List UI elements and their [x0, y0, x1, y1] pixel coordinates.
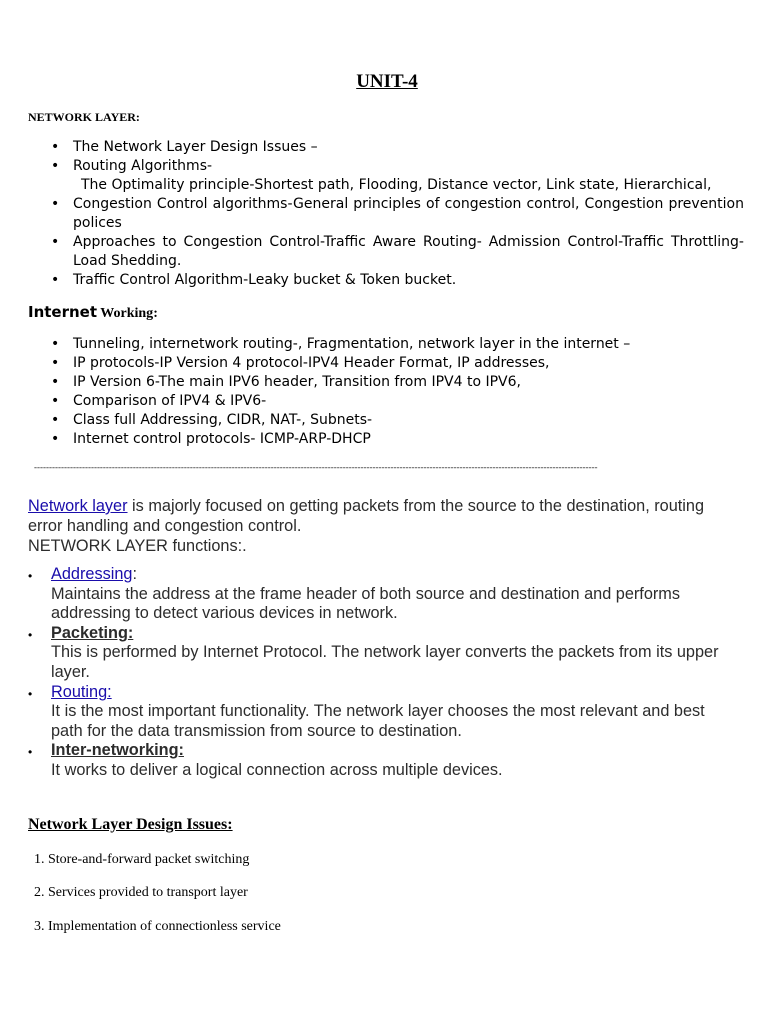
- list-item: • Congestion Control algorithms-General principles of congestion control, Congestion prevention polices: [51, 196, 744, 231]
- bullet-icon: •: [51, 355, 60, 371]
- design-issue-item: 1. Store-and-forward packet switching: [34, 852, 250, 867]
- network-layer-topic-list: [28, 138, 744, 290]
- bullet-icon: •: [28, 569, 33, 583]
- list-item: • IP protocols-IP Version 4 protocol-IPV4 Header Format, IP addresses,: [51, 355, 550, 371]
- bullet-icon: •: [51, 158, 60, 174]
- function-item-addressing: • Addressing: Maintains the address at the frame header of both source and destination and performs addressing to detect various devices in network.: [28, 565, 681, 623]
- addressing-link[interactable]: Addressing: [51, 565, 133, 583]
- dashed-divider: --------------------------------------------------------------------------------------------------------------------------------------------------------------------------------------------: [34, 462, 598, 472]
- list-item: • Comparison of IPV4 & IPV6-: [51, 393, 267, 409]
- bullet-icon: •: [51, 196, 60, 212]
- internetworking-heading: Internet Working:: [28, 303, 158, 321]
- bullet-icon: •: [28, 745, 33, 760]
- bullet-icon: •: [28, 686, 33, 701]
- network-layer-heading: NETWORK LAYER:: [28, 110, 140, 124]
- functions-label: NETWORK LAYER functions:.: [28, 537, 247, 555]
- bullet-icon: •: [51, 431, 60, 447]
- list-item: • Internet control protocols- ICMP-ARP-DHCP: [51, 431, 371, 447]
- list-item: • IP Version 6-The main IPV6 header, Transition from IPV4 to IPV6,: [51, 374, 521, 390]
- bullet-icon: •: [51, 234, 60, 250]
- page-title: UNIT-4: [356, 71, 418, 92]
- list-item: • Class full Addressing, CIDR, NAT-, Subnets-: [51, 412, 373, 428]
- functions-list: [28, 565, 740, 781]
- bullet-icon: •: [28, 627, 33, 642]
- design-issue-item: 3. Implementation of connectionless service: [34, 919, 281, 934]
- intro-paragraph: Network layer is majorly focused on getting packets from the source to the destination, routing error handling and congestion control. NETWORK LAYER functions:.: [28, 497, 705, 555]
- function-item-routing: • Routing: It is the most important functionality. The network layer chooses the most relevant and best path for the data transmission from source to destination.: [28, 682, 705, 740]
- design-issues-heading: Network Layer Design Issues:: [28, 816, 233, 833]
- bullet-icon: •: [51, 393, 60, 409]
- list-item: • Traffic Control Algorithm-Leaky bucket & Token bucket.: [51, 272, 457, 288]
- network-layer-link[interactable]: Network layer: [28, 497, 128, 515]
- list-item: • The Network Layer Design Issues –: [51, 139, 318, 155]
- routing-link[interactable]: Routing: [51, 682, 108, 701]
- bullet-icon: •: [51, 412, 60, 428]
- bullet-icon: •: [51, 336, 60, 352]
- design-issue-item: 2. Services provided to transport layer: [34, 885, 248, 900]
- internetworking-topic-list: [28, 335, 744, 449]
- bullet-icon: •: [51, 374, 60, 390]
- list-item: • Approaches to Congestion Control-Traffic Aware Routing- Admission Control-Traffic Throttling-Load Shedding.: [51, 234, 744, 269]
- bullet-icon: •: [51, 272, 60, 288]
- list-item: • Routing Algorithms- The Optimality principle-Shortest path, Flooding, Distance vector, Link state, Hierarchical,: [28, 157, 744, 195]
- list-item: • Tunneling, internetwork routing-, Fragmentation, network layer in the internet –: [51, 336, 631, 352]
- function-item-packeting: • Packeting: This is performed by Internet Protocol. The network layer converts the packets from its upper layer.: [28, 623, 719, 681]
- function-item-inter-networking: • Inter-networking: It works to deliver a logical connection across multiple devices.: [28, 741, 503, 779]
- bullet-icon: •: [51, 139, 60, 155]
- sub-item: The Optimality principle-Shortest path, Flooding, Distance vector, Link state, Hierarchical,: [81, 177, 712, 193]
